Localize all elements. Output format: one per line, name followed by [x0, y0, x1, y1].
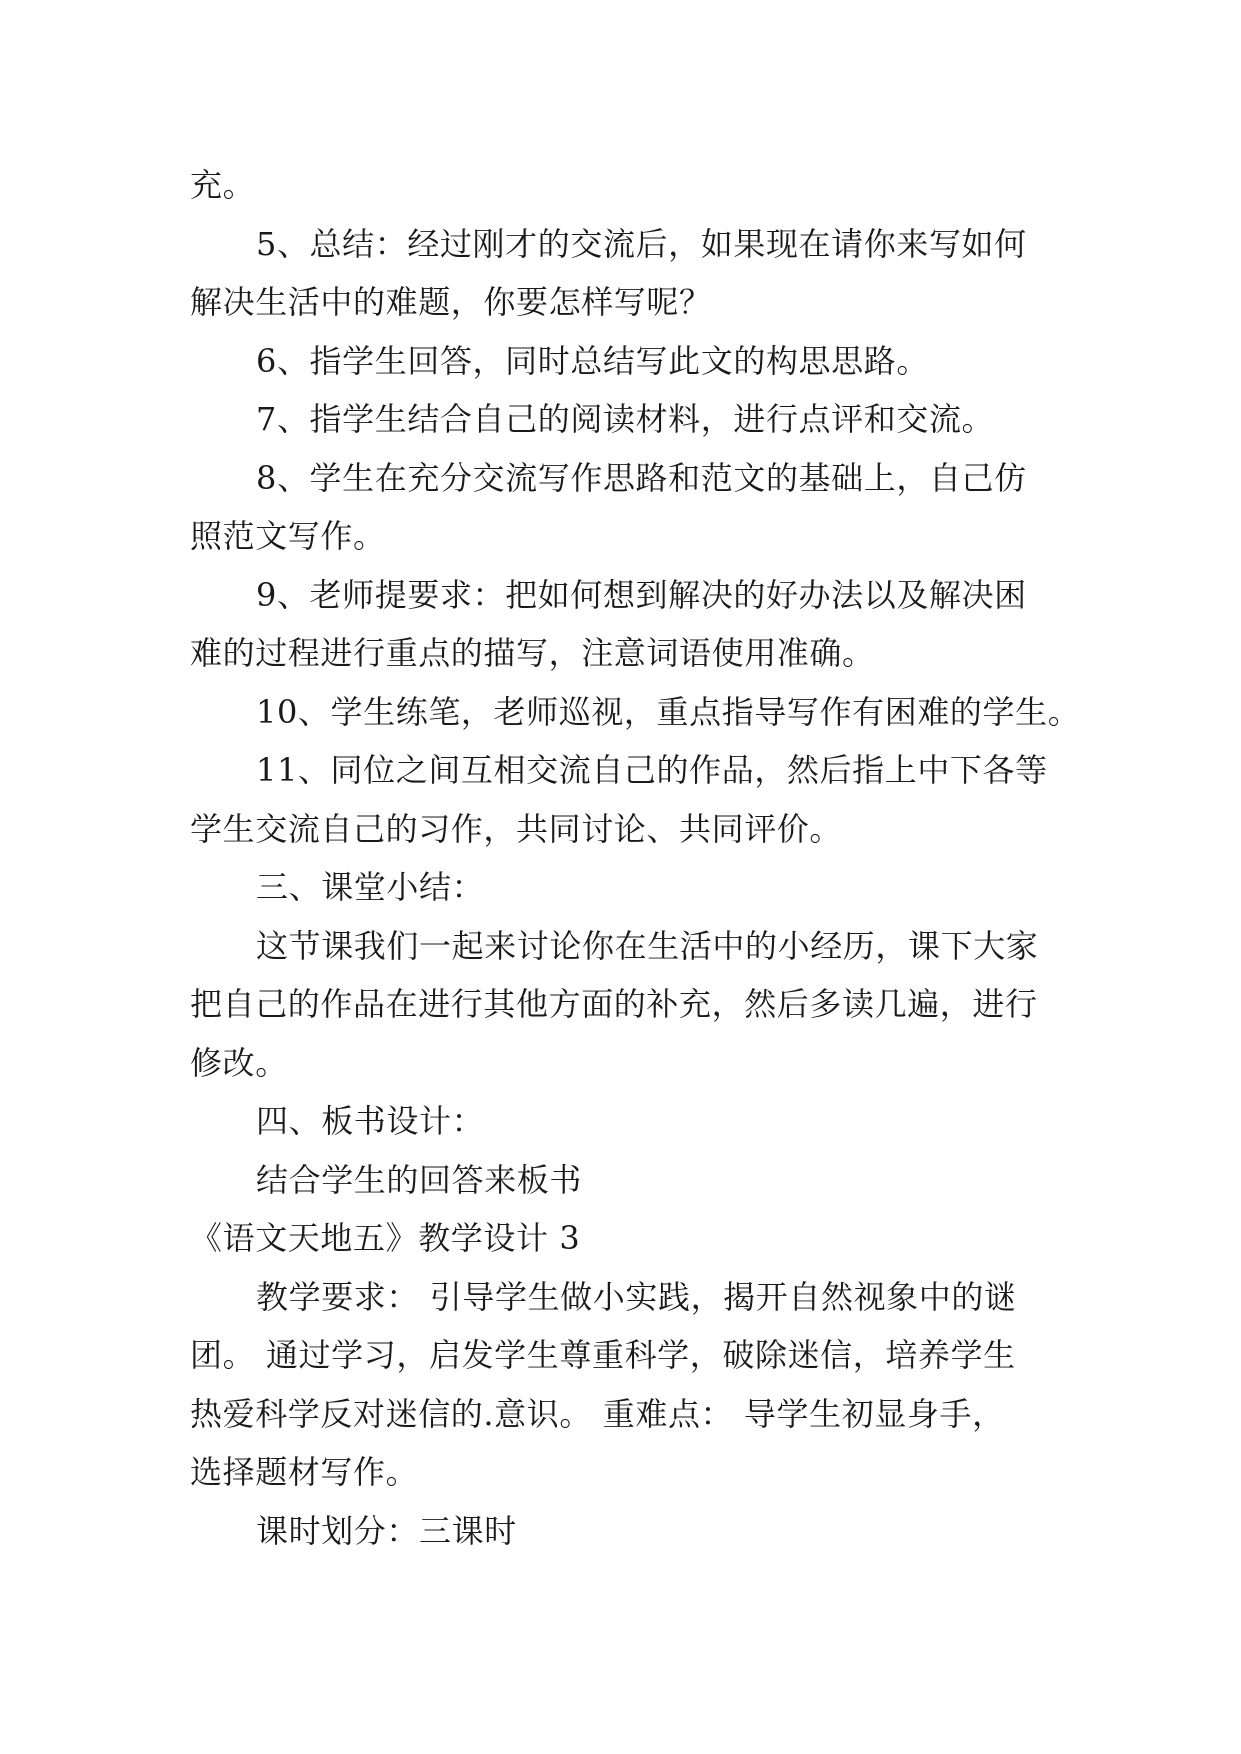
text-line: 课时划分：三课时 [256, 1512, 517, 1550]
text-line: 照范文写作。 [190, 517, 386, 555]
section-heading: 三、课堂小结： [256, 868, 485, 906]
text-line: 11、同位之间互相交流自己的作品，然后指上中下各等 [256, 751, 1048, 789]
text-line: 团。 通过学习，启发学生尊重科学，破除迷信，培养学生 [190, 1336, 1016, 1374]
text-line: 解决生活中的难题，你要怎样写呢？ [190, 283, 712, 321]
text-line: 充。 [190, 166, 256, 204]
text-line: 9、老师提要求：把如何想到解决的好办法以及解决困 [256, 576, 1027, 614]
text-line: 这节课我们一起来讨论你在生活中的小经历，课下大家 [256, 927, 1039, 965]
document-title: 《语文天地五》教学设计 3 [190, 1219, 581, 1257]
text-line: 6、指学生回答，同时总结写此文的构思思路。 [256, 342, 929, 380]
text-line: 教学要求： 引导学生做小实践，揭开自然视象中的谜 [256, 1278, 1017, 1316]
text-line: 选择题材写作。 [190, 1453, 419, 1491]
text-line: 结合学生的回答来板书 [256, 1161, 583, 1199]
text-line: 难的过程进行重点的描写，注意词语使用准确。 [190, 634, 875, 672]
text-line: 热爱科学反对迷信的.意识。 重难点： 导学生初显身手， [190, 1395, 1005, 1433]
section-heading: 四、板书设计： [256, 1102, 485, 1140]
text-line: 5、总结：经过刚才的交流后，如果现在请你来写如何 [256, 225, 1027, 263]
text-line: 学生交流自己的习作，共同讨论、共同评价。 [190, 810, 843, 848]
text-line: 修改。 [190, 1044, 288, 1082]
text-line: 把自己的作品在进行其他方面的补充，然后多读几遍，进行 [190, 985, 1038, 1023]
text-line: 10、学生练笔，老师巡视，重点指导写作有困难的学生。 [256, 693, 1081, 731]
text-line: 8、学生在充分交流写作思路和范文的基础上，自己仿 [256, 459, 1027, 497]
text-line: 7、指学生结合自己的阅读材料，进行点评和交流。 [256, 400, 995, 438]
